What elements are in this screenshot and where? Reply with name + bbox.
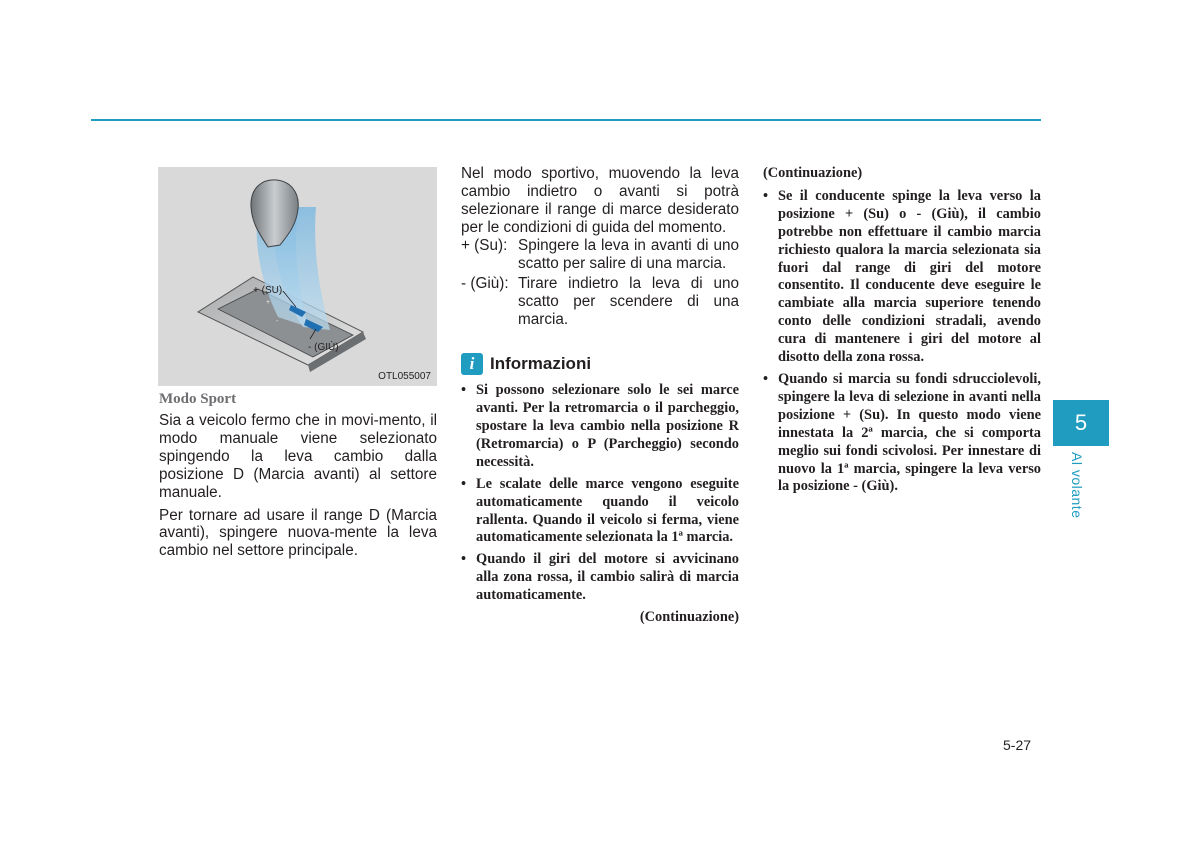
column-3	[763, 165, 1041, 500]
definition-term: + (Su):	[461, 236, 508, 254]
bullet-glyph: •	[763, 187, 769, 204]
list-item: • Quando il giri del motore si avvicinano alla zona rossa, il cambio salirà di marcia automaticamente.	[461, 551, 739, 604]
info-title: Informazioni	[490, 354, 592, 374]
bullet-glyph: •	[461, 475, 467, 492]
bullet-glyph: •	[461, 382, 467, 399]
paragraph-1: Sia a veicolo fermo che in movi-mento, il modo manuale viene selezionato spingendo la leva cambio dalla posizione D (Marcia avanti) al settore manuale.	[159, 412, 437, 501]
definition-up	[461, 237, 739, 273]
gear-shift-illustration	[158, 167, 437, 386]
bullet-glyph: •	[763, 370, 769, 387]
chapter-tab: 5	[1053, 400, 1109, 446]
info-icon: i	[461, 353, 483, 375]
intro-paragraph: Nel modo sportivo, muovendo la leva cambio indietro o avanti si potrà selezionare il range di marce desiderato per le condizioni di guida del momento.	[461, 165, 739, 236]
bullet-glyph: •	[461, 551, 467, 568]
figure-code: OTL055007	[378, 371, 431, 382]
header-rule	[91, 119, 1041, 121]
continued-heading: (Continuazione)	[763, 165, 863, 181]
list-item: • Quando si marcia su fondi sdrucciolevoli, spingere la leva di selezione in avanti nella posizione + (Su). In questo modo viene innestata la 2ª marcia, che si comporta meglio sui fondi scivolosi. Per innestare di nuovo la 1ª marcia, spingere la leva verso la posizione - (Giù).	[763, 370, 1041, 495]
list-item: • Le scalate delle marce vengono eseguite automaticamente quando il veicolo rallenta. Quando il veicolo si ferma, viene automaticamente selezionata la 1ª marcia.	[461, 475, 739, 546]
gear-lever-drawing	[158, 167, 437, 386]
paragraph-2: Per tornare ad usare il range D (Marcia avanti), spingere nuova-mente la leva cambio nel settore principale.	[159, 506, 437, 560]
definition-term: - (Giù):	[461, 275, 509, 293]
label-down: - (GIÙ)	[308, 342, 339, 353]
chapter-title: Al volante	[1069, 452, 1085, 519]
definition-desc: Spingere la leva in avanti di uno scatto per salire di una marcia.	[518, 236, 739, 272]
section-subtitle: Modo Sport	[159, 391, 237, 407]
list-item: • Si possono selezionare solo le sei marce avanti. Per la retromarcia o il parcheggio, spostare la leva cambio nella posizione R (Retromarcia) o P (Parcheggio) secondo necessità.	[461, 382, 739, 470]
definition-desc: Tirare indietro la leva di uno scatto per scendere di una marcia.	[518, 275, 739, 329]
column-1	[159, 391, 437, 560]
info-header	[461, 353, 739, 375]
svg-text:+: +	[266, 299, 271, 306]
column-2	[461, 165, 739, 627]
info-bullet-list	[461, 382, 739, 605]
definition-down	[461, 275, 739, 329]
continued-note: (Continuazione)	[639, 609, 739, 626]
page-number: 5-27	[1003, 737, 1032, 753]
svg-text:-: -	[276, 318, 279, 325]
list-item: • Se il conducente spinge la leva verso la posizione + (Su) o - (Giù), il cambio potrebbe non effettuare il cambio marcia richiesto qualora la marcia selezionata sia fuori dal range di giri del motore consentito. Il conducente deve eseguire le cambiate alla marcia superiore tenendo conto delle condizioni stradali, avendo cura di mantenere i giri del motore al disotto della zona rossa.	[763, 187, 1041, 366]
label-up: + (SU)	[253, 285, 283, 296]
continued-bullet-list	[763, 188, 1041, 496]
